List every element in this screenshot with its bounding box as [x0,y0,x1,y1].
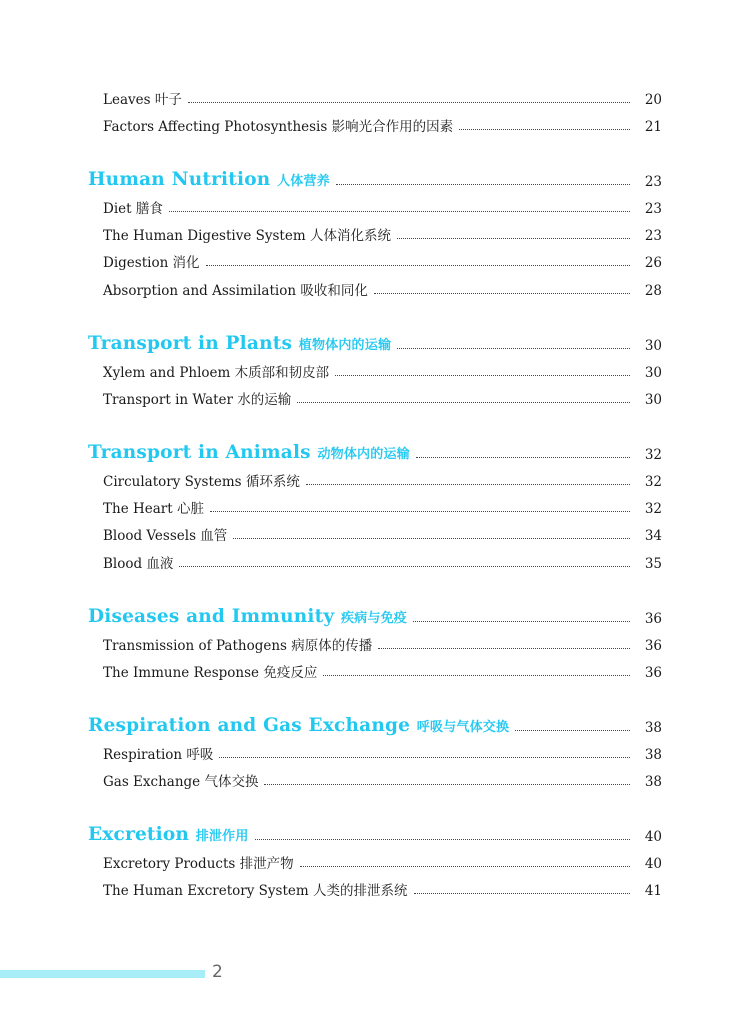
toc-entry-title [103,197,163,217]
dot-leader [179,566,630,567]
toc-entry-title [88,715,509,736]
toc-entry [0,493,750,517]
toc-page-number: 40 [644,856,662,872]
dot-leader [336,184,630,185]
toc-entry-title-chinese: 动物体内的运输 [317,447,410,462]
toc-entry-title [103,852,294,872]
toc-entry-title-text: Circulatory Systems 循环系统 [103,474,300,490]
toc-entry [0,111,750,135]
dot-leader [297,402,630,403]
dot-leader [416,457,630,458]
toc-page-number: 34 [644,528,662,544]
toc-entry-title-text: Diet 膳食 [103,201,163,217]
toc-entry-title-text: Respiration and Gas Exchange [88,715,411,736]
toc-page-number: 36 [644,638,662,654]
toc-entry-title [103,388,291,408]
toc-entry [0,848,750,872]
toc-entry-title-text: Transmission of Pathogens 病原体的传播 [103,638,373,654]
toc-entry-title-text: Gas Exchange 气体交换 [103,774,259,790]
toc-entry [0,220,750,244]
toc-section-heading [0,439,750,463]
dot-leader [300,866,630,867]
toc-entry-title-text: Human Nutrition [88,169,271,190]
toc-entry-title-text: The Human Digestive System 人体消化系统 [103,228,391,244]
toc-entry-title-chinese: 排泄作用 [195,829,249,844]
toc-page-number: 36 [644,665,662,681]
toc-section-heading [0,821,750,845]
toc-entry-title [103,279,368,299]
toc-entry-title [103,634,372,654]
toc-entry-title [103,361,329,381]
toc-entry-title-chinese: 呼吸与气体交换 [416,720,510,735]
toc-entry [0,739,750,763]
dot-leader [374,293,630,294]
toc-entry [0,193,750,217]
toc-page-number: 38 [644,747,662,763]
toc-page-number: 30 [644,392,662,408]
dot-leader [397,238,630,239]
toc-entry-title-text: Absorption and Assimilation 吸收和同化 [103,283,368,299]
toc-entry-title-text: The Human Excretory System 人类的排泄系统 [103,883,408,899]
toc-entry-title-text: Digestion 消化 [103,255,200,271]
toc-entry [0,466,750,490]
footer-accent-bar [0,970,205,978]
toc-page-number: 28 [644,283,662,299]
toc-page-number: 23 [644,201,662,217]
dot-leader [210,511,630,512]
toc-page-number: 38 [644,720,662,736]
toc-entry [0,520,750,544]
page-number: 2 [212,962,223,982]
toc-entry [0,766,750,790]
dot-leader [323,675,630,676]
toc-entry-title-text: Leaves 叶子 [103,92,182,108]
toc-section-heading [0,712,750,736]
dot-leader [219,757,630,758]
toc-entry-title [103,88,182,108]
toc-entry-title [103,251,200,271]
toc-entry-title [103,115,453,135]
dot-leader [515,730,630,731]
toc-entry-title-text: Excretory Products 排泄产物 [103,856,294,872]
toc-page-number: 20 [644,92,662,108]
toc-page-number: 21 [644,119,662,135]
toc-entry-title [88,333,391,354]
toc-page-number: 36 [644,611,662,627]
toc-page-number: 35 [644,556,662,572]
toc-entry-title-text: Factors Affecting Photosynthesis 影响光合作用的因素 [103,119,454,135]
toc-page-number: 30 [644,365,662,381]
toc-section-heading [0,166,750,190]
toc-entry-title-text: Blood 血液 [103,556,174,572]
dot-leader [306,484,630,485]
toc-entry-title [103,743,213,763]
toc-entry-title [88,442,410,463]
toc-page-number: 38 [644,774,662,790]
toc-page-number: 26 [644,255,662,271]
toc-entry-title-text: Blood Vessels 血管 [103,528,228,544]
toc-entry-title [103,524,227,544]
toc-entry [0,357,750,381]
dot-leader [413,621,630,622]
dot-leader [335,375,630,376]
toc-entry-title [103,879,408,899]
toc-page-number: 32 [644,447,662,463]
toc-entry-title [88,606,407,627]
toc-section-heading [0,603,750,627]
toc-entry-title-text: Transport in Animals [88,442,311,463]
dot-leader [414,893,631,894]
toc-page-number: 32 [644,501,662,517]
toc-entry-title-text: Transport in Plants [88,333,293,354]
toc-page-number: 40 [644,829,662,845]
dot-leader [233,538,630,539]
toc-entry-title [103,552,173,572]
toc-entry-title [88,824,249,845]
toc-entry [0,630,750,654]
toc-entry [0,875,750,899]
toc-entry-title [103,661,317,681]
toc-page-number: 23 [644,174,662,190]
toc-entry [0,247,750,271]
toc-page-number: 23 [644,228,662,244]
toc-entry-title [103,497,204,517]
toc-entry-title-text: Respiration 呼吸 [103,747,214,763]
toc-entry [0,657,750,681]
toc-entry-title [103,470,300,490]
toc-page-number: 32 [644,474,662,490]
dot-leader [255,839,630,840]
dot-leader [188,102,630,103]
toc-entry-title-chinese: 人体营养 [277,174,330,189]
toc-entry [0,384,750,408]
dot-leader [397,348,630,349]
toc-section-heading [0,330,750,354]
toc-entry-title [103,224,391,244]
dot-leader [459,129,630,130]
toc-entry [0,84,750,108]
toc-entry [0,548,750,572]
toc-entry-title-chinese: 植物体内的运输 [298,338,392,353]
toc-entry-title-text: Xylem and Phloem 木质部和韧皮部 [103,365,330,381]
dot-leader [264,784,630,785]
toc-entry-title [88,169,330,190]
toc-entry-title-text: Diseases and Immunity [88,606,335,627]
dot-leader [169,211,630,212]
dot-leader [206,265,630,266]
toc-entry-title-text: Excretion [88,824,190,845]
toc-entry [0,275,750,299]
toc-entry-title [103,770,258,790]
toc-page-number: 41 [644,883,662,899]
dot-leader [378,648,630,649]
toc-entry-title-text: The Immune Response 免疫反应 [103,665,318,681]
toc-entry-title-chinese: 疾病与免疫 [340,611,407,626]
toc-entry-title-text: The Heart 心脏 [103,501,204,517]
toc-entry-title-text: Transport in Water 水的运输 [103,392,292,408]
toc-page-number: 30 [644,338,662,354]
